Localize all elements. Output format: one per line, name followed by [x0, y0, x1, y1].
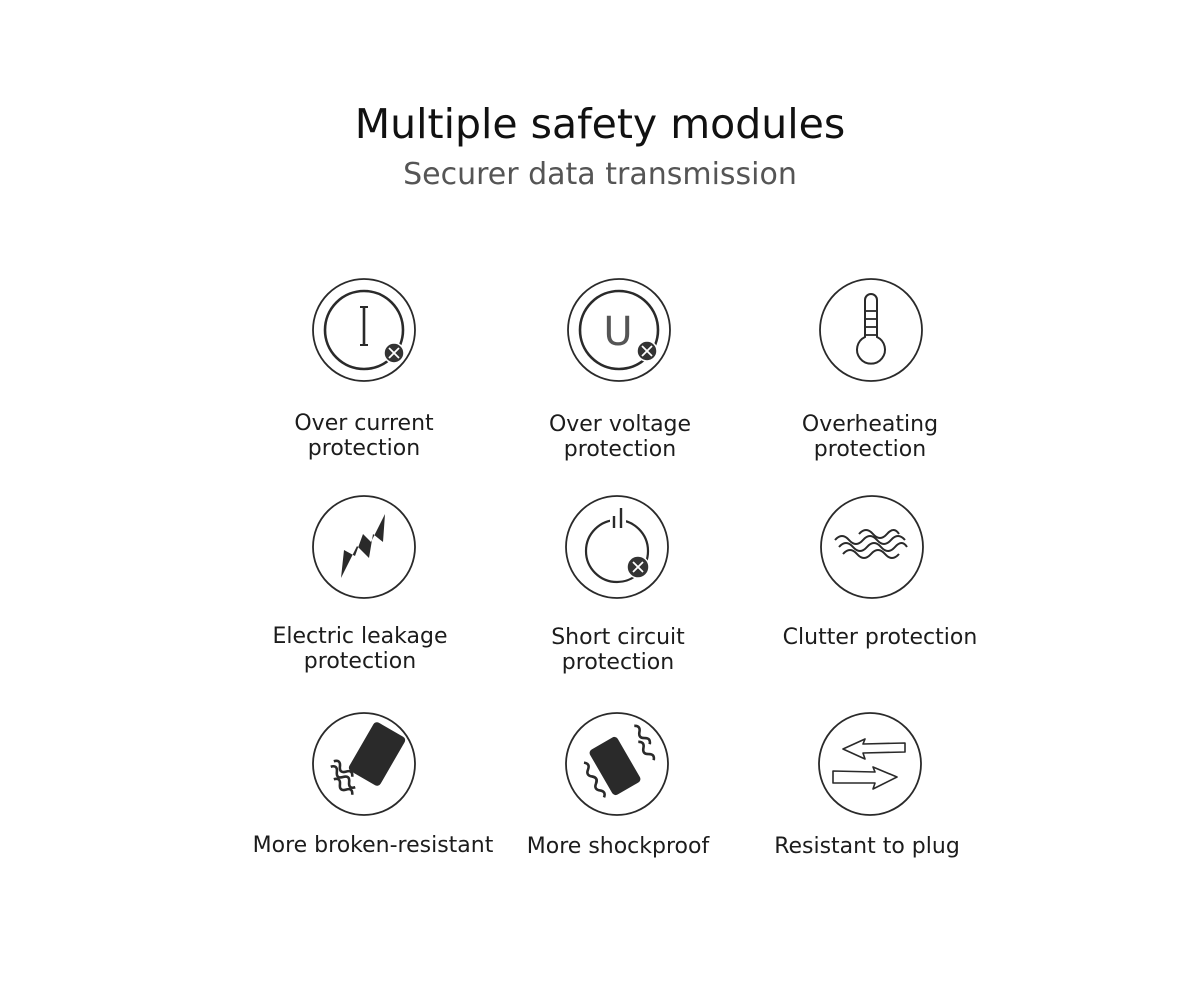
over-current-icon	[311, 277, 417, 383]
feature-clutter	[740, 494, 1020, 694]
feature-label: Short circuit protection	[551, 625, 685, 675]
page-title: Multiple safety modules	[354, 100, 846, 148]
feature-short-circuit	[478, 494, 758, 694]
feature-over-voltage	[480, 276, 760, 476]
page-subtitle: Securer data transmission	[403, 157, 797, 192]
feature-shockproof	[478, 710, 758, 870]
over-voltage-icon	[566, 277, 672, 383]
feature-resistant-to-plug	[727, 710, 1007, 870]
wave-lines-icon	[819, 494, 925, 600]
short-circuit-icon	[564, 494, 670, 600]
feature-label: More shockproof	[526, 834, 710, 859]
feature-label: Resistant to plug	[774, 834, 960, 859]
plug-arrows-icon	[817, 711, 923, 817]
feature-over-current	[224, 276, 504, 476]
thermometer-icon	[818, 277, 924, 383]
voltage-letter: U	[603, 309, 633, 355]
feature-label: More broken-resistant	[252, 833, 494, 858]
phone-vibration-icon	[311, 711, 417, 817]
feature-broken-resistant	[232, 710, 512, 870]
feature-label: Over current protection	[294, 411, 434, 461]
feature-overheating	[730, 276, 1010, 476]
lightning-bolt-icon	[311, 494, 417, 600]
feature-label: Over voltage protection	[548, 412, 692, 462]
feature-label: Overheating protection	[801, 412, 939, 462]
feature-label: Clutter protection	[782, 625, 978, 650]
phone-shock-icon	[564, 711, 670, 817]
feature-electric-leakage	[224, 494, 504, 694]
feature-label: Electric leakage protection	[272, 624, 448, 674]
